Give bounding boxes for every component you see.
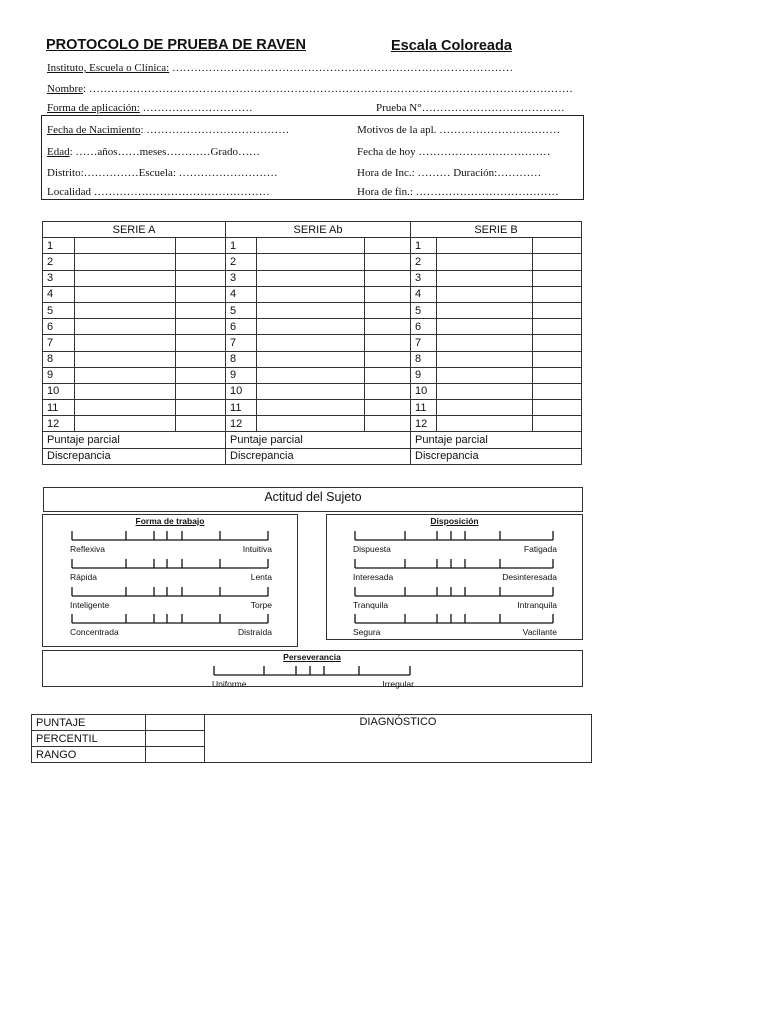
scale-right-label: Torpe: [250, 600, 272, 610]
perseverancia-title: Perseverancia: [283, 652, 341, 662]
discrepancia-cell[interactable]: Discrepancia: [226, 448, 411, 464]
item-number: 6: [43, 319, 75, 335]
scale-left-label: Dispuesta: [353, 544, 391, 554]
item-number: 7: [43, 335, 75, 351]
item-number: 12: [226, 416, 257, 432]
item-number: 8: [411, 351, 437, 367]
puntaje-value-cell[interactable]: [146, 715, 205, 731]
serie-a-header: SERIE A: [43, 222, 226, 238]
item-number: 12: [43, 416, 75, 432]
disposicion-title: Disposición: [430, 516, 479, 526]
scale-right-label: Distraída: [237, 627, 272, 637]
item-number: 11: [411, 400, 437, 416]
item-number: 3: [411, 270, 437, 286]
scale-right-label: Fatigada: [523, 544, 557, 554]
serie-b-header: SERIE B: [411, 222, 582, 238]
item-number: 2: [226, 254, 257, 270]
motivos-field[interactable]: Motivos de la apl. ……………………………: [357, 124, 561, 136]
item-number: 4: [411, 286, 437, 302]
item-number: 2: [43, 254, 75, 270]
scale-left-label: Rápida: [70, 572, 97, 582]
form-title: PROTOCOLO DE PRUEBA DE RAVEN: [46, 37, 306, 53]
item-number: 3: [43, 270, 75, 286]
nombre-dots: : ……………………………………………………………………………………………………………………: [83, 83, 573, 95]
score-table: [31, 714, 592, 763]
item-number: 5: [411, 302, 437, 318]
item-number: 4: [43, 286, 75, 302]
instituto-dots: …………………………………………………………………………………: [171, 62, 513, 74]
item-number: 3: [226, 270, 257, 286]
edad-rest: : ……años……meses…………Grado……: [69, 146, 260, 158]
item-number: 11: [43, 400, 75, 416]
item-number: 9: [43, 367, 75, 383]
rango-label: RANGO: [32, 747, 146, 763]
puntaje-cell[interactable]: Puntaje parcial: [43, 432, 226, 448]
item-number: 1: [226, 238, 257, 254]
discrepancia-cell[interactable]: Discrepancia: [43, 448, 226, 464]
item-number: 10: [226, 383, 257, 399]
scale-left-label: Segura: [353, 627, 381, 637]
localidad-field[interactable]: Localidad …………………………………………: [47, 186, 270, 198]
item-number: 8: [226, 351, 257, 367]
scale-left-label: Reflexiva: [70, 544, 105, 554]
item-number: 9: [226, 367, 257, 383]
item-number: 6: [226, 319, 257, 335]
forma-trabajo-title: Forma de trabajo: [135, 516, 205, 526]
fecha-nacimiento-dots: : …………………………………: [140, 124, 290, 136]
item-number: 7: [226, 335, 257, 351]
scale-left-label: Inteligente: [70, 600, 110, 610]
nombre-label: Nombre: [47, 83, 84, 95]
edad-label: Edad: [47, 146, 70, 158]
scale-left-label: Interesada: [353, 572, 394, 582]
scale-left-label: Uniforme: [212, 679, 247, 689]
item-number: 1: [411, 238, 437, 254]
item-number: 5: [226, 302, 257, 318]
diagnostico-label: DIAGNÓSTICO: [359, 716, 437, 728]
forma-aplicacion-dots: …………………………: [142, 102, 253, 114]
forma-aplicacion-label: Forma de aplicación:: [47, 102, 140, 114]
item-number: 5: [43, 302, 75, 318]
instituto-label: Instituto, Escuela o Clínica:: [47, 62, 170, 74]
fecha-nacimiento-label: Fecha de Nacimiento: [47, 124, 141, 136]
scale-left-label: Concentrada: [70, 627, 119, 637]
fecha-hoy-field[interactable]: Fecha de hoy ………………………………: [357, 146, 551, 158]
distrito-field[interactable]: Distrito:……………Escuela: ………………………: [47, 167, 278, 179]
diagnostico-cell[interactable]: [205, 715, 592, 763]
item-number: 10: [43, 383, 75, 399]
discrepancia-cell[interactable]: Discrepancia: [411, 448, 582, 464]
serie-ab-header: SERIE Ab: [226, 222, 411, 238]
item-number: 12: [411, 416, 437, 432]
rango-value-cell[interactable]: [146, 747, 205, 763]
puntaje-cell[interactable]: Puntaje parcial: [226, 432, 411, 448]
percentil-value-cell[interactable]: [146, 731, 205, 747]
puntaje-label: PUNTAJE: [32, 715, 146, 731]
scale-left-label: Tranquila: [353, 600, 389, 610]
scale-right-label: Lenta: [250, 572, 272, 582]
scale-right-label: Irregular: [382, 679, 414, 689]
prueba-field[interactable]: Prueba N°…………………………………: [376, 102, 565, 114]
item-number: 10: [411, 383, 437, 399]
hora-fin-field[interactable]: Hora de fin.: …………………………………: [357, 186, 559, 198]
scale-right-label: Intranquila: [517, 600, 557, 610]
item-number: 9: [411, 367, 437, 383]
scale-right-label: Desinteresada: [502, 572, 557, 582]
hora-inicio-field[interactable]: Hora de Inc.: ……… Duración:…………: [357, 167, 542, 179]
scale-right-label: Vacilante: [522, 627, 557, 637]
item-number: 8: [43, 351, 75, 367]
actitud-title: Actitud del Sujeto: [264, 490, 362, 504]
item-number: 1: [43, 238, 75, 254]
puntaje-cell[interactable]: Puntaje parcial: [411, 432, 582, 448]
item-number: 11: [226, 400, 257, 416]
scale-right-label: Intuitiva: [242, 544, 272, 554]
percentil-label: PERCENTIL: [32, 731, 146, 747]
form-subtitle: Escala Coloreada: [391, 38, 512, 54]
item-number: 7: [411, 335, 437, 351]
item-number: 6: [411, 319, 437, 335]
item-number: 4: [226, 286, 257, 302]
item-number: 2: [411, 254, 437, 270]
